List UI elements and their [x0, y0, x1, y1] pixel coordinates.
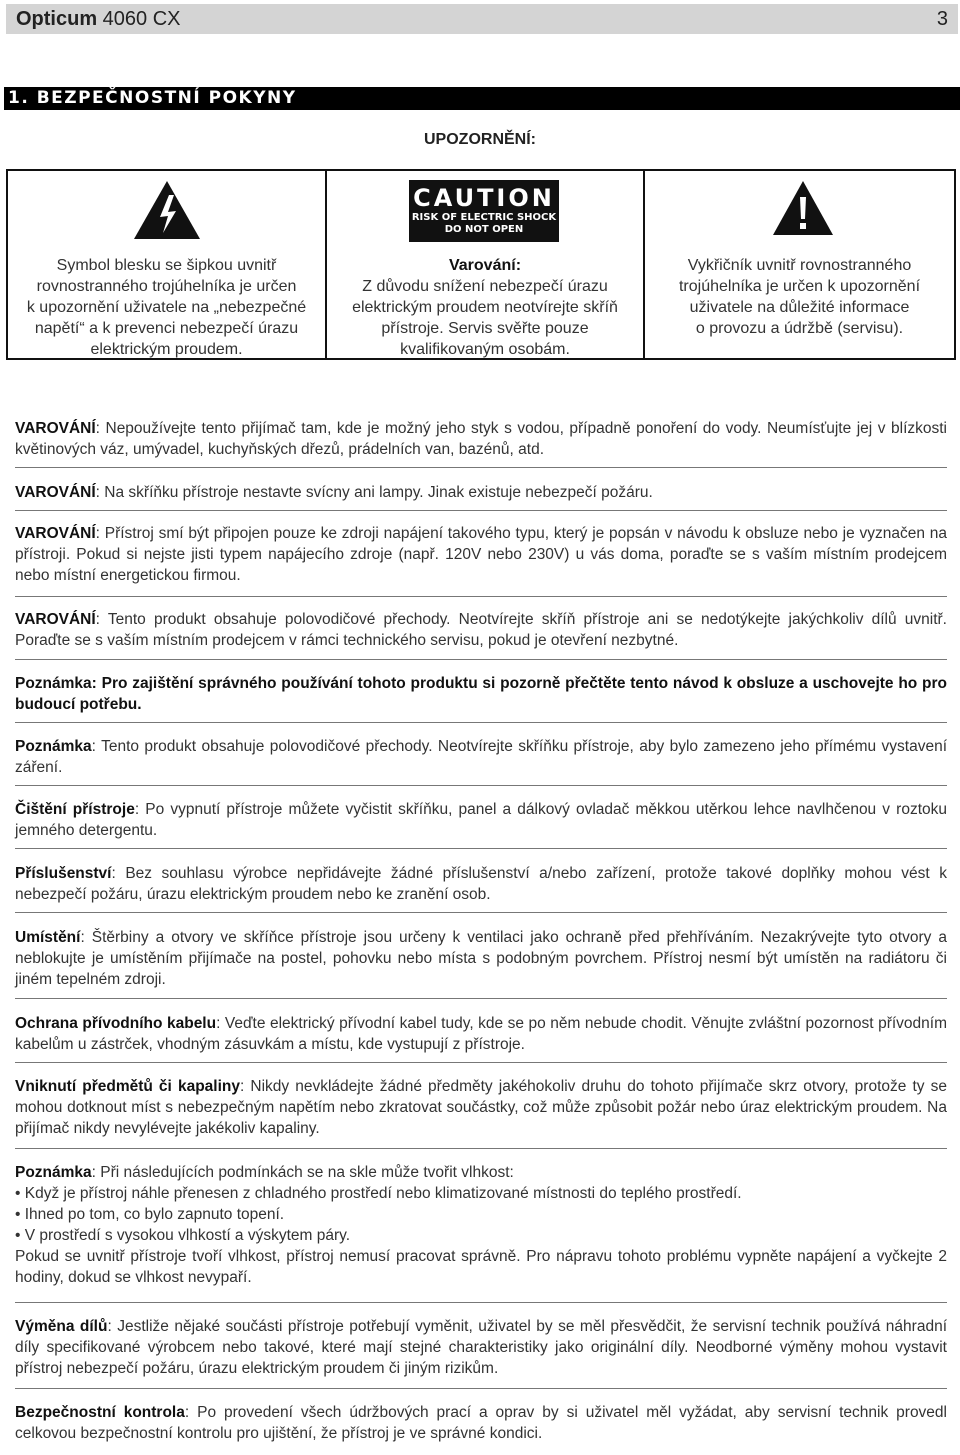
- divider: [15, 998, 947, 999]
- divider: [15, 510, 947, 511]
- paragraph-note-radiation: Poznámka: Tento produkt obsahuje polovodičové přechody. Neotvírejte skříňku přístroje, aby bylo zamezeno jeho přímému vystavení záření.: [15, 738, 947, 776]
- paragraph-accessories: Příslušenství: Bez souhlasu výrobce nepřidávejte žádné příslušenství a/nebo zařízení, protože takové doplňky mohou vést k nebezpečí požáru, úrazu elektrickým proudem nebo ke zranění osob.: [15, 865, 947, 903]
- exclamation-triangle-icon: [771, 179, 835, 237]
- divider: [15, 1062, 947, 1063]
- upozorneni-heading: UPOZORNĚNÍ:: [424, 131, 536, 148]
- page-number: 3: [936, 7, 948, 30]
- paragraph-warning-semiconductors: VAROVÁNÍ: Tento produkt obsahuje polovodičové přechody. Neotvírejte skříň přístroje ani se nedotýkejte jakýchkoliv dílů uvnitř. Poraďte se s vaším místním prodejcem v rámci technického servisu, pokud je otevření nezbytné.: [15, 611, 947, 649]
- lightning-description: Symbol blesku se šipkou uvnitř rovnostranného trojúhelníka je určen k upozornění uživatele na „nebezpečné napětí“ a k prevenci nebezpečí úrazu elektrickým proudem.: [26, 257, 307, 358]
- paragraph-placement: Umístění: Štěrbiny a otvory ve skříňce přístroje jsou určeny k ventilaci jako ochraně před přehříváním. Nezakrývejte tyto otvory a neblokujte je umístěním přijímače na postel, pohovku nebo místa s podobným povrchem. Přístroj nesmí být umístěn na radiátoru či jiném tepelném zdroji.: [15, 929, 947, 988]
- paragraph-warning-candles: VAROVÁNÍ: Na skříňku přístroje nestavte svícny ani lampy. Jinak existuje nebezpečí požáru.: [15, 484, 653, 501]
- divider: [15, 659, 947, 660]
- paragraph-warning-power: VAROVÁNÍ: Přístroj smí být připojen pouze ke zdroji napájení takového typu, který je popsán v návodu k obsluze nebo je vyznačen na přístroji. Pokud si nejste jisti typem napájecího zdroje (např. 120V nebo 230V) u vás doma, poraďte se s vaším místním prodejcem nebo místní energetickou firmou.: [15, 525, 947, 584]
- divider: [15, 848, 947, 849]
- divider: [15, 1302, 947, 1303]
- paragraph-parts: Výměna dílů: Jestliže nějaké součásti přístroje potřebují vyměnit, uživatel by se měl přesvědčit, že servisní technik používá náhradní díly specifikované výrobcem nebo takové, které mají stejné charakteristiky jako originální díly. Neodborné výměny mohou vystavit přístroj nebezpečí požáru, úrazu elektrickým proudem či jiným rizikům.: [15, 1318, 947, 1377]
- paragraph-humidity: Poznámka: Při následujících podmínkách se na skle může tvořit vlhkost: • Když je přístroj náhle přenesen z chladného prostředí nebo klimatizované místnosti do teplého prostředí. • Ihned po tom, co bylo zapnuto topení. • V prostředí s vysokou vlhkostí a výskytem páry. Pokud se uvnitř přístroje tvoří vlhkost, přístroj nemusí pracovat správně. Pro nápravu tohoto problému vypněte napájení a vyčkejte 2 hodiny, dokud se vlhkost nevypaří.: [15, 1164, 947, 1286]
- brand-bold: Opticum: [16, 7, 98, 30]
- divider: [15, 1148, 947, 1149]
- divider: [15, 1388, 947, 1389]
- exclamation-cell: [643, 171, 954, 358]
- paragraph-note-manual: Poznámka: Pro zajištění správného používání tohoto produktu si pozorně přečtěte tento návod k obsluze a uschovejte ho pro budoucí potřebu.: [15, 675, 947, 713]
- lightning-triangle-icon: [132, 179, 202, 241]
- paragraph-cleaning: Čištění přístroje: Po vypnutí přístroje můžete vyčistit skříňku, panel a dálkový ovladač měkkou utěrkou lehce navlhčenou v roztoku jemného detergentu.: [15, 801, 948, 839]
- lightning-cell: [8, 171, 325, 358]
- humidity-tail: Pokud se uvnitř přístroje tvoří vlhkost, přístroj nemusí pracovat správně. Pro nápravu tohoto problému vypněte napájení a vyčkejte 2 hodiny, dokud se vlhkost nevypaří.: [15, 1248, 947, 1286]
- section-title: 1. BEZPEČNOSTNÍ POKYNY: [4, 87, 960, 110]
- divider: [15, 722, 947, 723]
- list-item: • V prostředí s vysokou vlhkostí a výskytem páry.: [15, 1227, 351, 1244]
- paragraph-warning-water: VAROVÁNÍ: Nepoužívejte tento přijímač tam, kde je možný jeho styk s vodou, případně ponoření do vody. Neumísťujte jej v blízkosti květinových váz, umývadel, kuchyňských dřezů, prádelních van, bazénů, atd.: [15, 420, 947, 458]
- page-header: [6, 4, 958, 34]
- exclamation-description: Vykřičník uvnitř rovnostranného trojúhelníka je určen k upozornění uživatele na důležité informace o provozu a údržbě (servisu).: [678, 257, 921, 337]
- brand-model: 4060 CX: [97, 7, 181, 30]
- brand-title: [16, 8, 181, 31]
- paragraph-objects: Vniknutí předmětů či kapaliny: Nikdy nevkládejte žádné předměty jakéhokoliv druhu do tohoto přijímače skrz otvory, protože ty se mohou dotknout míst s nebezpečným napětím nebo zkratovat součástky, což může způsobit požár nebo úraz elektrickým proudem. Na přijímač nikdy nevylévejte jakékoliv kapaliny.: [15, 1078, 947, 1137]
- divider: [15, 912, 947, 913]
- caution-sign: CAUTION RISK OF ELECTRIC SHOCK DO NOT OPEN: [409, 180, 559, 242]
- list-item: • Ihned po tom, co bylo zapnuto topení.: [15, 1206, 285, 1223]
- divider: [15, 785, 947, 786]
- warning-box: [6, 169, 956, 360]
- divider: [15, 596, 947, 597]
- list-item: • Když je přístroj náhle přenesen z chladného prostředí nebo klimatizované místnosti do teplého prostředí.: [15, 1185, 742, 1202]
- divider: [15, 467, 947, 468]
- caution-cell: [325, 171, 643, 358]
- paragraph-cable: Ochrana přívodního kabelu: Veďte elektrický přívodní kabel tudy, kde se po něm nebude chodit. Věnujte zvláštní pozornost přívodním kabelům u zástrček, vhodným zásuvkám a místu, kde vystupují z přístroje.: [15, 1015, 947, 1053]
- caution-description: Varování: Z důvodu snížení nebezpečí úrazu elektrickým proudem neotvírejte skříň přístroje. Servis svěřte pouze kvalifikovaným osobám.: [352, 257, 618, 358]
- paragraph-safety-check: Bezpečnostní kontrola: Po provedení všech údržbových prací a oprav by si uživatel měl vyžádat, aby servisní technik provedl celkovou bezpečnostní kontrolu pro ujištění, že přístroj je ve správné kondici.: [15, 1404, 947, 1442]
